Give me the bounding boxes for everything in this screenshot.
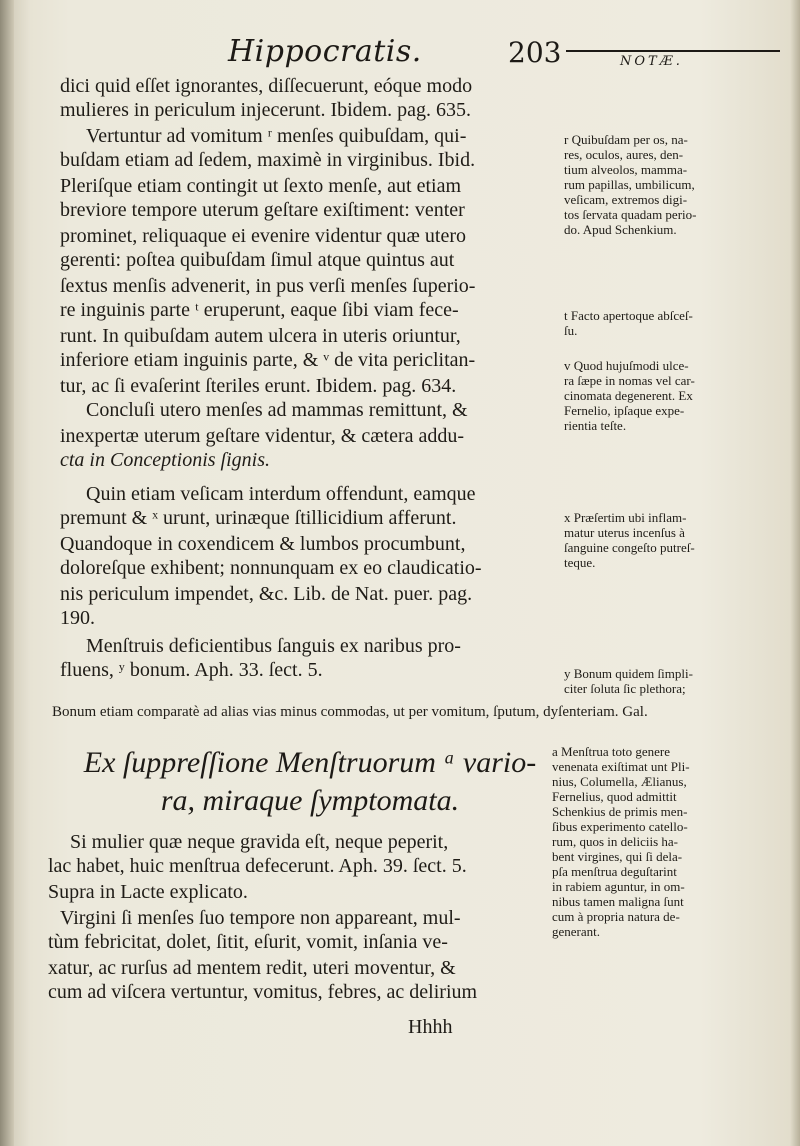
note-line: rum papillas, umbilicum, xyxy=(564,177,695,192)
text-line: ſextus menſis advenerit, in pus verſi menſes ſuperio- xyxy=(60,275,476,297)
note-line: tium alveolos, mamma- xyxy=(564,162,688,177)
note-line: nius, Columella, Ælianus, xyxy=(552,774,687,789)
binding-edge xyxy=(0,0,14,1146)
text-line: cum ad viſcera vertuntur, vomitus, febres, ac delirium xyxy=(48,981,478,1003)
note-line: venenata exiſtimat unt Pli- xyxy=(552,759,690,774)
note-line: Fernelius, quod admittit xyxy=(552,789,677,804)
note-line: bent virgines, qui ſi dela- xyxy=(552,849,683,864)
notes-rule xyxy=(566,50,780,52)
text-line: fluens, ʸ bonum. Aph. 33. ſect. 5. xyxy=(60,659,323,681)
text-line: gerenti: poſtea quibuſdam ſimul atque quintus aut xyxy=(60,249,455,271)
page-header xyxy=(0,34,800,74)
text-line: dici quid eſſet ignorantes, diſſecuerunt, eóque modo xyxy=(60,75,473,97)
note-line: in rabiem aguntur, in om- xyxy=(552,879,685,894)
wide-footnote: Bonum etiam comparatè ad alias vias minus commodas, ut per vomitum, ſputum, dyſenteriam. Gal. xyxy=(52,704,648,720)
note-line: nibus tamen maligna ſunt xyxy=(552,894,684,909)
page-number: 203 xyxy=(508,36,562,69)
text-line: Vertuntur ad vomitum ʳ menſes quibuſdam, qui- xyxy=(86,125,467,147)
text-line: Menſtruis deficientibus ſanguis ex naribus pro- xyxy=(86,635,461,657)
note-line: x Præſertim ubi inflam- xyxy=(564,510,687,525)
note-line: ſu. xyxy=(564,323,578,338)
note-line: tos ſervata quadam perio- xyxy=(564,207,697,222)
text-line: breviore tempore uterum geſtare exiſtiment: venter xyxy=(60,199,465,221)
note-line: rientia teſte. xyxy=(564,418,627,433)
text-line: Quin etiam veſicam interdum offendunt, eamque xyxy=(86,483,476,505)
note-line: r Quibuſdam per os, na- xyxy=(564,132,688,147)
text-line: Quandoque in coxendicem & lumbos procumbunt, xyxy=(60,533,466,555)
text-line: lac habet, huic menſtrua defecerunt. Aph. 39. ſect. 5. xyxy=(48,855,467,877)
section-heading-line: Ex ſuppreſſione Menſtruorum ᵃ vario- xyxy=(83,746,537,779)
running-title: Hippocratis. xyxy=(228,34,422,69)
note-line: rum, quos in deliciis ha- xyxy=(552,834,679,849)
section-heading xyxy=(80,744,540,820)
text-line: inferiore etiam inguinis parte, & ᵛ de vita periclitan- xyxy=(60,349,476,371)
note-line: pſa menſtrua deguſtarint xyxy=(552,864,677,879)
text-line: buſdam etiam ad ſedem, maximè in virginibus. Ibid. xyxy=(60,149,476,171)
text-line: mulieres in periculum injecerunt. Ibidem. pag. 635. xyxy=(60,99,471,121)
note-line: matur uterus incenſus à xyxy=(564,525,685,540)
text-line: Virgini ſi menſes ſuo tempore non appareant, mul- xyxy=(60,907,461,929)
note-line: do. Apud Schenkium. xyxy=(564,222,677,237)
note-line: citer ſoluta ſic plethora; xyxy=(564,681,686,696)
text-line: Pleriſque etiam contingit ut ſexto menſe, aut etiam xyxy=(60,175,462,197)
note-line: teque. xyxy=(564,555,596,570)
text-line: Supra in Lacte explicato. xyxy=(48,881,248,903)
note-line: ſanguine congeſto putreſ- xyxy=(564,540,695,555)
note-line: cinomata degenerent. Ex xyxy=(564,388,693,403)
text-line: doloreſque exhibent; nonnunquam ex eo claudicatio- xyxy=(60,557,482,579)
notes-heading: NOTÆ. xyxy=(620,54,683,69)
text-line: tur, ac ſi evaſerint ſteriles erunt. Ibidem. pag. 634. xyxy=(60,375,457,397)
text-line: tùm febricitat, dolet, ſitit, eſurit, vomit, inſania ve- xyxy=(48,931,448,953)
text-line: xatur, ac rurſus ad mentem redit, uteri moventur, & xyxy=(48,957,456,979)
text-line: 190. xyxy=(60,607,95,629)
text-line: runt. In quibuſdam autem ulcera in uteris oriuntur, xyxy=(60,325,461,347)
text-line: premunt & ˣ urunt, urinæque ſtillicidium afferunt. xyxy=(60,507,457,529)
note-line: veſicam, extremos digi- xyxy=(564,192,688,207)
text-line: re inguinis parte ᵗ eruperunt, eaque ſibi viam fece- xyxy=(60,299,459,321)
note-line: generant. xyxy=(552,924,601,939)
text-line: inexpertæ uterum geſtare videntur, & cætera addu- xyxy=(60,425,465,447)
signature-mark: Hhhh xyxy=(408,1016,453,1038)
text-line: Si mulier quæ neque gravida eſt, neque peperit, xyxy=(70,831,449,853)
text-line: prominet, reliquaque ei evenire videntur quæ utero xyxy=(60,225,466,247)
text-line: nis periculum impendet, &c. Lib. de Nat. puer. pag. xyxy=(60,583,473,605)
note-line: ſibus experimento catello- xyxy=(552,819,688,834)
section-heading-line: ra, miraque ſymptomata. xyxy=(160,784,460,817)
note-line: ra ſæpe in nomas vel car- xyxy=(564,373,695,388)
note-line: cum à propria natura de- xyxy=(552,909,680,924)
note-line: Fernelio, ipſaque expe- xyxy=(564,403,685,418)
note-line: Schenkius de primis men- xyxy=(552,804,688,819)
text-line: cta in Conceptionis ſignis. xyxy=(60,449,270,471)
text-line: Concluſi utero menſes ad mammas remittunt, & xyxy=(86,399,468,421)
note-line: v Quod hujuſmodi ulce- xyxy=(564,358,689,373)
note-line: res, oculos, aures, den- xyxy=(564,147,684,162)
note-line: t Facto apertoque abſceſ- xyxy=(564,308,693,323)
note-line: y Bonum quidem ſimpli- xyxy=(564,666,693,681)
note-line: a Menſtrua toto genere xyxy=(552,744,671,759)
